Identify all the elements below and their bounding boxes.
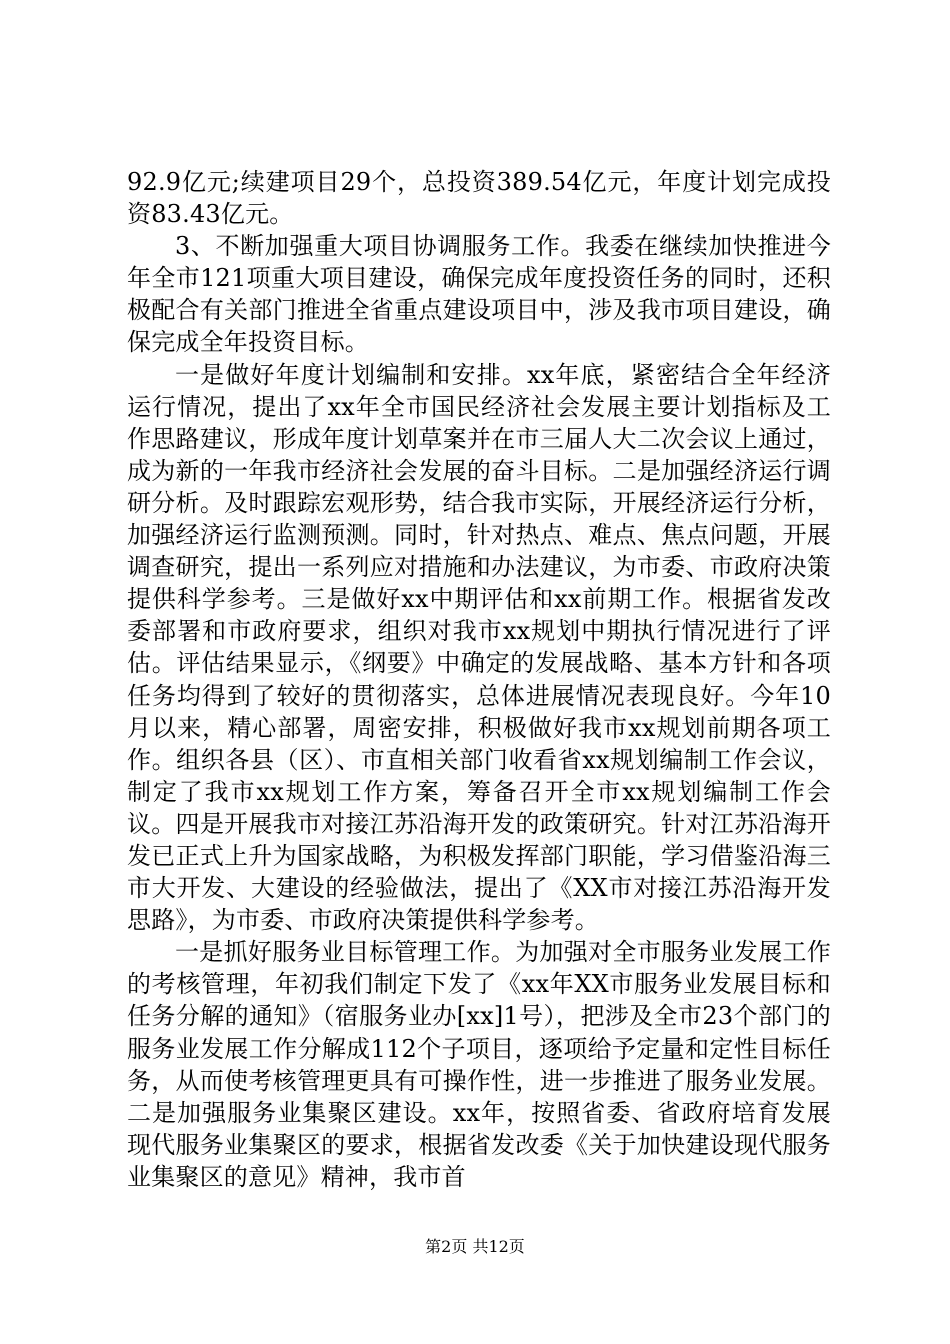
- document-body: [127, 166, 831, 1193]
- paragraph-annual-plan: 一是做好年度计划编制和安排。xx年底，紧密结合全年经济运行情况，提出了xx年全市国民经济社会发展主要计划指标及工作思路建议，形成年度计划草案并在市三届人大二次会议上通过，成为新的一年我市经济社会发展的奋斗目标。二是加强经济运行调研分析。及时跟踪宏观形势，结合我市实际，开展经济运行分析，加强经济运行监测预测。同时，针对热点、难点、焦点问题，开展调查研究，提出一系列应对措施和办法建议，为市委、市政府决策提供科学参考。三是做好xx中期评估和xx前期工作。根据省发改委部署和市政府要求，组织对我市xx规划中期执行情况进行了评估。评估结果显示，《纲要》中确定的发展战略、基本方针和各项任务均得到了较好的贯彻落实，总体进展情况表现良好。今年10月以来，精心部署，周密安排，积极做好我市xx规划前期各项工作。组织各县（区）、市直相关部门收看省xx规划编制工作会议，制定了我市xx规划工作方案，筹备召开全市xx规划编制工作会议。四是开展我市对接江苏沿海开发的政策研究。针对江苏沿海开发已正式上升为国家战略，为积极发挥部门职能，学习借鉴沿海三市大开发、大建设的经验做法，提出了《XX市对接江苏沿海开发思路》，为市委、市政府决策提供科学参考。: [127, 360, 831, 935]
- paragraph-continuation: 92.9亿元;续建项目29个，总投资389.54亿元，年度计划完成投资83.43亿元。: [127, 168, 831, 229]
- paragraph-project-coordination: 3、不断加强重大项目协调服务工作。我委在继续加快推进今年全市121项重大项目建设，确保完成年度投资任务的同时，还积极配合有关部门推进全省重点建设项目中，涉及我市项目建设，确保完成全年投资目标。: [127, 232, 831, 357]
- page-number-footer: 第2页 共12页: [425, 1237, 525, 1256]
- paragraph-service-industry: 一是抓好服务业目标管理工作。为加强对全市服务业发展工作的考核管理，年初我们制定下发了《xx年XX市服务业发展目标和任务分解的通知》（宿服务业办[xx]1号），把涉及全市23个部门的服务业发展工作分解成112个子项目，逐项给予定量和定性目标任务，从而使考核管理更具有可操作性，进一步推进了服务业发展。二是加强服务业集聚区建设。xx年，按照省委、省政府培育发展现代服务业集聚区的要求，根据省发改委《关于加快建设现代服务业集聚区的意见》精神，我市首: [127, 938, 831, 1191]
